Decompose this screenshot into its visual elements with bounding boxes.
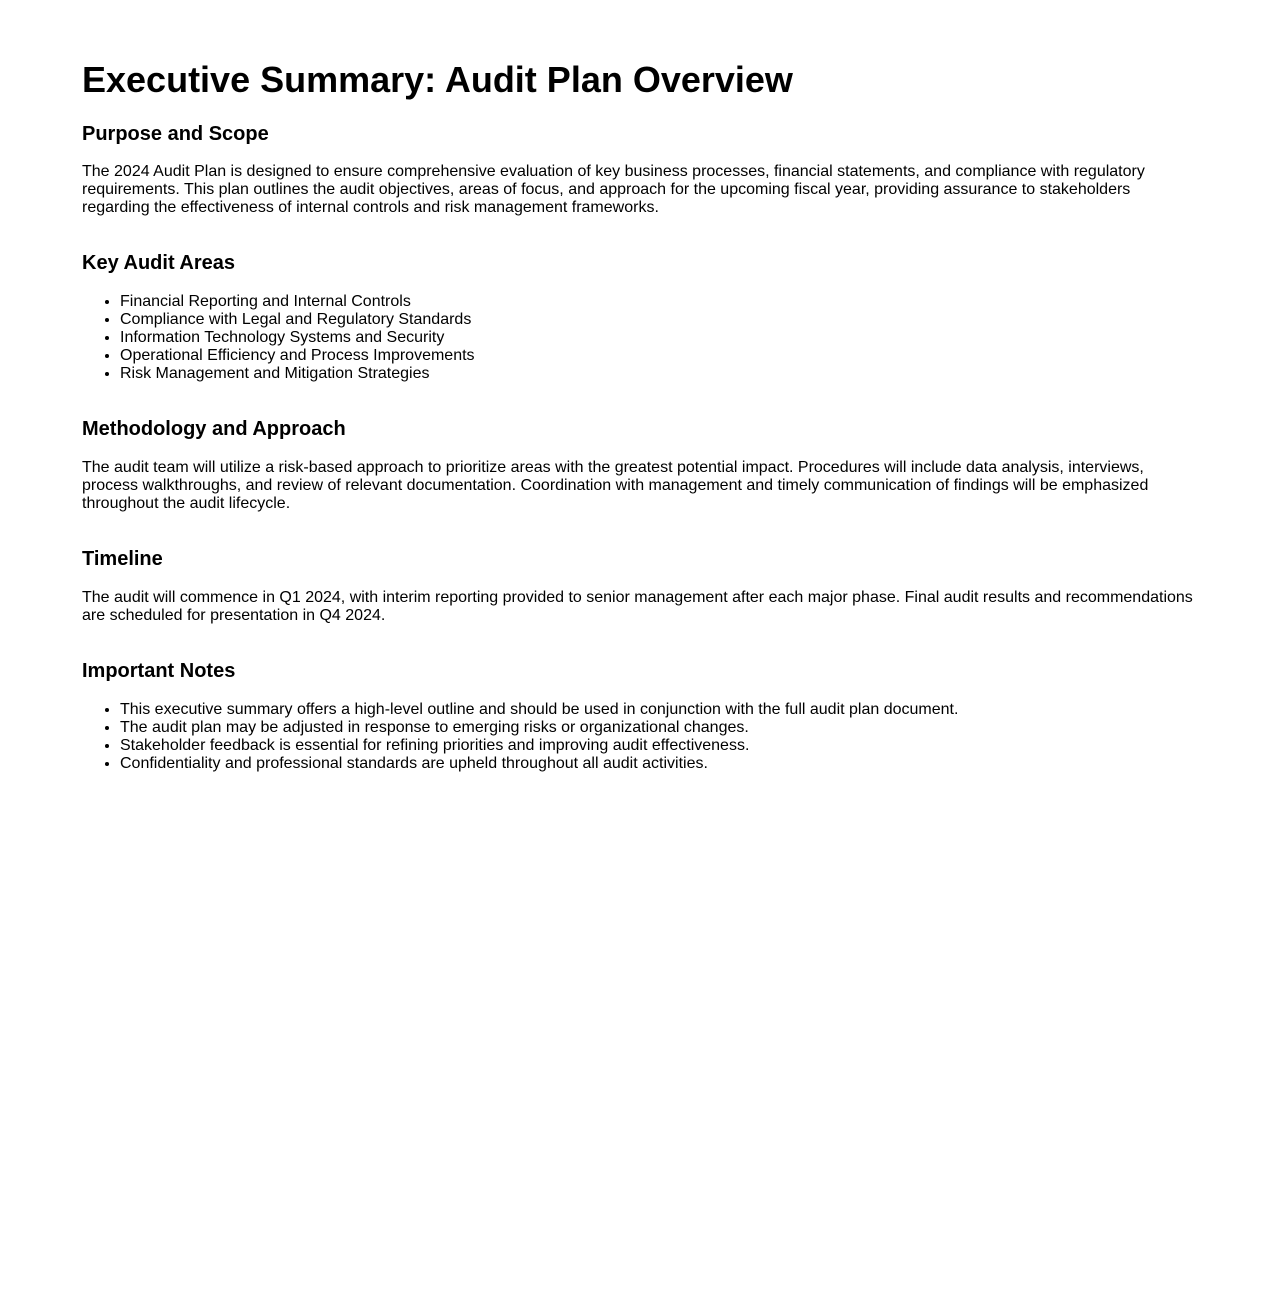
key-areas-heading: Key Audit Areas xyxy=(82,252,236,274)
timeline-text: The audit will commence in Q1 2024, with interim reporting provided to senior management after each major phase. Final audit results and recommendations are scheduled for presentation in Q4 2024. xyxy=(82,589,1193,624)
list-item: • Information Technology Systems and Security xyxy=(120,329,1196,347)
list-item: • The audit plan may be adjusted in response to emerging risks or organizational changes. xyxy=(120,719,1196,737)
list-item: • This executive summary offers a high-level outline and should be used in conjunction with the full audit plan document. xyxy=(120,701,1196,719)
list-item: • Stakeholder feedback is essential for refining priorities and improving audit effectiveness. xyxy=(120,737,1196,755)
purpose-text: The 2024 Audit Plan is designed to ensure comprehensive evaluation of key business processes, financial statements, and compliance with regulatory requirements. This plan outlines the audit objectives, areas of focus, and approach for the upcoming fiscal year, providing assurance to stakeholders regarding the effectiveness of internal controls and risk management frameworks. xyxy=(82,163,1145,216)
list-item: • Compliance with Legal and Regulatory Standards xyxy=(120,311,1196,329)
notes-list xyxy=(82,701,1196,773)
purpose-heading: Purpose and Scope xyxy=(82,123,269,145)
list-item: • Operational Efficiency and Process Improvements xyxy=(120,347,1196,365)
methodology-text: The audit team will utilize a risk-based approach to prioritize areas with the greatest potential impact. Procedures will include data analysis, interviews, process walkthroughs, and review of relevant documentation. Coordination with management and timely communication of findings will be emphasized throughout the audit lifecycle. xyxy=(82,459,1149,512)
list-item: • Financial Reporting and Internal Controls xyxy=(120,293,1196,311)
page-title: Executive Summary: Audit Plan Overview xyxy=(82,59,793,100)
list-item: • Risk Management and Mitigation Strategies xyxy=(120,365,1196,383)
list-item: • Confidentiality and professional standards are upheld throughout all audit activities. xyxy=(120,755,1196,773)
methodology-heading: Methodology and Approach xyxy=(82,418,346,440)
key-areas-list xyxy=(82,293,1196,383)
notes-heading: Important Notes xyxy=(82,660,236,682)
timeline-heading: Timeline xyxy=(82,548,163,570)
